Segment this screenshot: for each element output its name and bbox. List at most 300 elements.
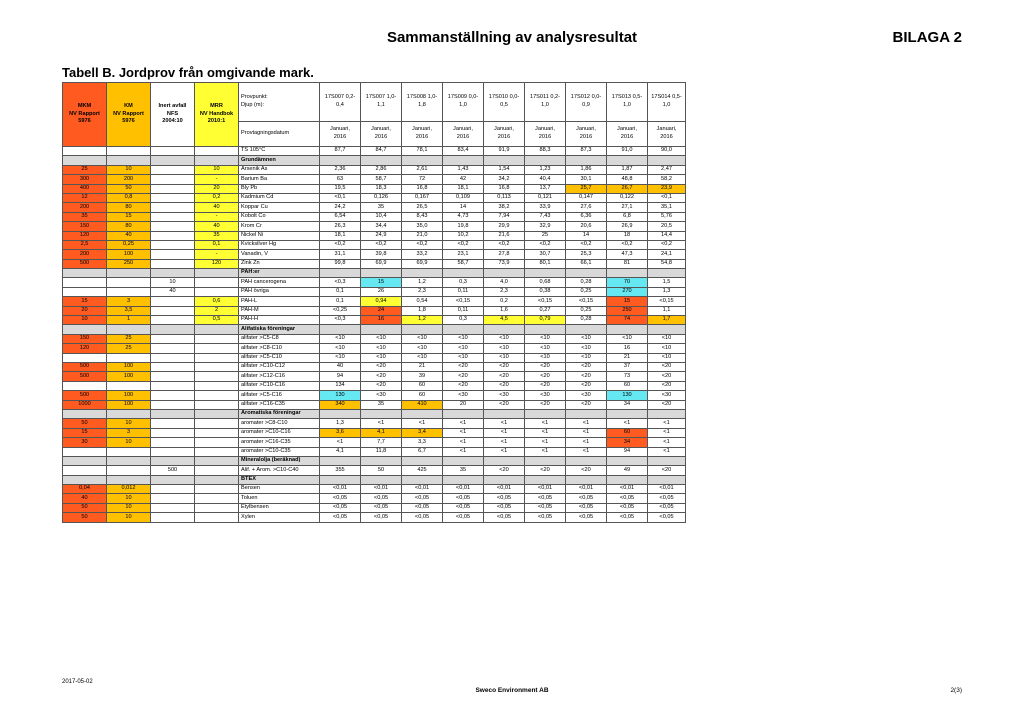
result-value: <1 [320, 438, 361, 447]
group-band-cell [361, 156, 402, 165]
result-value: <1 [484, 428, 525, 437]
result-value: <20 [484, 466, 525, 475]
result-value: <20 [566, 381, 607, 390]
result-value: <10 [525, 344, 566, 353]
result-value: 0,54 [402, 297, 443, 306]
parameter-name: Alif. + Arom. >C10-C40 [239, 466, 320, 475]
result-value: <20 [525, 400, 566, 409]
result-value: 2,47 [648, 165, 686, 174]
limit-value: 10 [107, 494, 151, 503]
result-value: <0,05 [525, 494, 566, 503]
result-value: 130 [607, 391, 648, 400]
result-value: 33,9 [525, 203, 566, 212]
sample-date: Januari, 2016 [525, 122, 566, 147]
sample-header: 17S012 0,0- 0,9 [566, 83, 607, 122]
result-value: <0,01 [320, 485, 361, 494]
result-value: <10 [566, 344, 607, 353]
limit-value: 40 [195, 222, 239, 231]
result-value: 94 [320, 372, 361, 381]
limit-value: 200 [63, 250, 107, 259]
limit-value [151, 175, 195, 184]
table-row [63, 259, 686, 268]
limit-header-3: MRR NV Handbok 2010:1 [195, 83, 239, 147]
table-row [63, 494, 686, 503]
parameter-name: alifater >C10-C12 [239, 362, 320, 371]
limit-value [151, 222, 195, 231]
group-label: Mineralolja (beräknad) [239, 456, 320, 465]
result-value: <0,05 [648, 494, 686, 503]
result-value: 6,8 [607, 212, 648, 221]
result-value: <20 [484, 381, 525, 390]
limit-value: 25 [63, 165, 107, 174]
result-value: <20 [443, 372, 484, 381]
table-row [63, 438, 686, 447]
limit-value: 1 [107, 316, 151, 325]
group-band-cell [525, 156, 566, 165]
limit-value [195, 428, 239, 437]
limit-value [195, 381, 239, 390]
result-value: <0,1 [648, 193, 686, 202]
limit-header-0: MKM NV Rapport 5976 [63, 83, 107, 147]
result-value: <0,15 [525, 297, 566, 306]
limit-value [151, 259, 195, 268]
group-label: BTEX [239, 475, 320, 484]
result-value: 23,1 [443, 250, 484, 259]
result-value: 34 [607, 438, 648, 447]
group-band-cell [525, 269, 566, 278]
limit-value: 100 [107, 362, 151, 371]
result-value: 99,8 [320, 259, 361, 268]
result-value: <0,05 [443, 513, 484, 522]
result-value: <0,2 [443, 240, 484, 249]
sample-header: 17S010 0,0- 0,5 [484, 83, 525, 122]
result-value: 355 [320, 466, 361, 475]
result-value: <20 [525, 362, 566, 371]
limit-value [107, 278, 151, 287]
result-value: <0,05 [566, 503, 607, 512]
limit-value [195, 438, 239, 447]
result-value: 18,1 [443, 184, 484, 193]
result-value: <0,15 [648, 297, 686, 306]
result-value: <10 [566, 353, 607, 362]
limit-value [151, 362, 195, 371]
group-band-cell [566, 475, 607, 484]
limit-value: 150 [63, 334, 107, 343]
result-value: 0,38 [525, 287, 566, 296]
parameter-name: alifater >C12-C16 [239, 372, 320, 381]
limit-value [151, 240, 195, 249]
limit-value [151, 344, 195, 353]
result-value: 20,6 [566, 222, 607, 231]
result-value: 0,2 [484, 297, 525, 306]
limit-value: 80 [107, 203, 151, 212]
parameter-name: TS 105°C [239, 147, 320, 156]
result-value: <1 [443, 447, 484, 456]
limit-value [195, 147, 239, 156]
results-table-body [63, 83, 686, 523]
limit-value [151, 400, 195, 409]
group-label: Alifatiska föreningar [239, 325, 320, 334]
result-value: 24,9 [361, 231, 402, 240]
result-value: <10 [402, 353, 443, 362]
parameter-name: PAH-H [239, 316, 320, 325]
parameter-name: Vanadin, V [239, 250, 320, 259]
result-value: <10 [525, 353, 566, 362]
result-value: 18,1 [320, 231, 361, 240]
result-value: 37 [607, 362, 648, 371]
result-value: 15 [361, 278, 402, 287]
result-value: <0,25 [320, 306, 361, 315]
table-row [63, 447, 686, 456]
limit-value: 0,8 [107, 193, 151, 202]
result-value: 74 [607, 316, 648, 325]
result-value: 19,8 [443, 222, 484, 231]
result-value: <10 [607, 334, 648, 343]
result-value: 39 [402, 372, 443, 381]
result-value: 70 [607, 278, 648, 287]
table-row [63, 287, 686, 296]
limit-value: 10 [63, 316, 107, 325]
result-value: <20 [361, 381, 402, 390]
group-band-cell [402, 156, 443, 165]
result-value: <0,05 [484, 503, 525, 512]
result-value: <1 [525, 428, 566, 437]
limit-value: 2,5 [63, 240, 107, 249]
table-row [63, 222, 686, 231]
table-row [63, 466, 686, 475]
result-value: <20 [566, 400, 607, 409]
result-value: <0,05 [566, 513, 607, 522]
result-value: 26,7 [607, 184, 648, 193]
result-value: 340 [320, 400, 361, 409]
result-value: 0,25 [566, 306, 607, 315]
result-value: 60 [402, 381, 443, 390]
parameter-name: Bensen [239, 485, 320, 494]
limit-value: 300 [63, 175, 107, 184]
result-value: <1 [648, 447, 686, 456]
limit-value [151, 212, 195, 221]
result-value: <1 [566, 428, 607, 437]
result-value: 5,76 [648, 212, 686, 221]
limit-value: 100 [107, 391, 151, 400]
result-value: 6,54 [320, 212, 361, 221]
limit-value: 10 [107, 419, 151, 428]
result-value: 72 [402, 175, 443, 184]
limit-value [107, 287, 151, 296]
limit-value: 120 [195, 259, 239, 268]
limit-value: 12 [63, 193, 107, 202]
result-value: <20 [484, 362, 525, 371]
limit-value: 30 [63, 438, 107, 447]
limit-value [195, 503, 239, 512]
sample-date: Januari, 2016 [648, 122, 686, 147]
result-value: 30,1 [566, 175, 607, 184]
result-value: 2,86 [361, 165, 402, 174]
limit-cell-empty [63, 269, 107, 278]
result-value: <1 [443, 419, 484, 428]
result-value: <0,2 [361, 240, 402, 249]
result-value: <0,15 [443, 297, 484, 306]
limit-cell-empty [195, 269, 239, 278]
limit-value: 10 [107, 503, 151, 512]
result-value: <20 [484, 372, 525, 381]
limit-value: 40 [151, 287, 195, 296]
results-table [62, 82, 686, 523]
result-value: 1,87 [607, 165, 648, 174]
result-value: 0,122 [607, 193, 648, 202]
limit-cell-empty [195, 325, 239, 334]
result-value: <10 [320, 334, 361, 343]
parameter-name: PAH-M [239, 306, 320, 315]
result-value: 60 [607, 428, 648, 437]
result-value: 26,3 [320, 222, 361, 231]
limit-value: 400 [63, 184, 107, 193]
group-band-cell [607, 409, 648, 418]
limit-value [195, 494, 239, 503]
group-row [63, 325, 686, 334]
limit-value [195, 334, 239, 343]
parameter-name: alifater >C8-C10 [239, 344, 320, 353]
result-value: <30 [648, 391, 686, 400]
table-row [63, 184, 686, 193]
limit-cell-empty [107, 456, 151, 465]
group-band-cell [525, 475, 566, 484]
sample-date: Januari, 2016 [566, 122, 607, 147]
result-value: 27,6 [566, 203, 607, 212]
footer-company: Sweco Environment AB [475, 687, 549, 694]
parameter-name: Zink Zn [239, 259, 320, 268]
appendix-label: BILAGA 2 [892, 29, 962, 46]
result-value: 1,54 [484, 165, 525, 174]
result-value: 73,9 [484, 259, 525, 268]
group-band-cell [443, 409, 484, 418]
limit-value: 50 [63, 419, 107, 428]
result-value: <1 [648, 438, 686, 447]
limit-cell-empty [107, 269, 151, 278]
parameter-name: alifater >C5-C8 [239, 334, 320, 343]
limit-value: 50 [63, 513, 107, 522]
result-value: <0,05 [607, 513, 648, 522]
result-value: 83,4 [443, 147, 484, 156]
result-value: 0,11 [443, 287, 484, 296]
limit-cell-empty [107, 409, 151, 418]
limit-value [195, 344, 239, 353]
group-band-cell [648, 156, 686, 165]
limit-value [63, 381, 107, 390]
result-value: <20 [361, 372, 402, 381]
table-row [63, 278, 686, 287]
group-label: PAH:er [239, 269, 320, 278]
table-row [63, 203, 686, 212]
table-row [63, 485, 686, 494]
result-value: 91,0 [607, 147, 648, 156]
limit-value: 15 [63, 297, 107, 306]
limit-value: - [195, 175, 239, 184]
result-value: <0,05 [361, 494, 402, 503]
limit-cell-empty [151, 456, 195, 465]
limit-value [151, 428, 195, 437]
result-value: 1,7 [648, 316, 686, 325]
group-band-cell [648, 269, 686, 278]
limit-value: 1000 [63, 400, 107, 409]
result-value: 0,68 [525, 278, 566, 287]
result-value: 26 [361, 287, 402, 296]
header-row-provpunkt [63, 83, 686, 122]
table-row [63, 372, 686, 381]
result-value: 50 [361, 466, 402, 475]
result-value: <0,05 [648, 513, 686, 522]
limit-value: 3 [107, 428, 151, 437]
footer-page-number: 2(3) [950, 687, 962, 694]
result-value: 35 [443, 466, 484, 475]
limit-value [151, 165, 195, 174]
result-value: 10,2 [443, 231, 484, 240]
result-value: <10 [484, 353, 525, 362]
limit-value: 250 [107, 259, 151, 268]
result-value: 1,2 [402, 278, 443, 287]
limit-value: 120 [63, 231, 107, 240]
result-value: 16,8 [402, 184, 443, 193]
result-value: 1,8 [402, 306, 443, 315]
group-band-cell [607, 475, 648, 484]
result-value: 3,4 [402, 428, 443, 437]
limit-value [151, 184, 195, 193]
limit-value [151, 250, 195, 259]
result-value: 14 [566, 231, 607, 240]
limit-value: 200 [63, 203, 107, 212]
limit-cell-empty [63, 325, 107, 334]
group-band-cell [566, 409, 607, 418]
result-value: <1 [361, 419, 402, 428]
sample-header: 17S008 1,0- 1,8 [402, 83, 443, 122]
result-value: <1 [402, 419, 443, 428]
sample-header: 17S009 0,0- 1,0 [443, 83, 484, 122]
limit-value [63, 466, 107, 475]
result-value: <1 [525, 438, 566, 447]
group-band-cell [525, 325, 566, 334]
limit-value: 500 [63, 372, 107, 381]
result-value: 40 [320, 362, 361, 371]
group-row [63, 156, 686, 165]
result-value: 33,2 [402, 250, 443, 259]
limit-cell-empty [151, 475, 195, 484]
result-value: 1,3 [320, 419, 361, 428]
table-row [63, 250, 686, 259]
limit-value: 80 [107, 222, 151, 231]
parameter-name: alifater >C5-C10 [239, 353, 320, 362]
limit-header-1: KM NV Rapport 5976 [107, 83, 151, 147]
limit-value [151, 203, 195, 212]
result-value: <1 [566, 438, 607, 447]
group-band-cell [484, 269, 525, 278]
group-band-cell [320, 156, 361, 165]
result-value: 21,0 [402, 231, 443, 240]
result-value: 6,36 [566, 212, 607, 221]
limit-value: 3 [107, 297, 151, 306]
group-band-cell [607, 456, 648, 465]
result-value: 14,4 [648, 231, 686, 240]
result-value: <30 [443, 391, 484, 400]
limit-cell-empty [107, 325, 151, 334]
result-value: 1,43 [443, 165, 484, 174]
result-value: 14 [443, 203, 484, 212]
result-value: <1 [566, 419, 607, 428]
group-row [63, 409, 686, 418]
result-value: <10 [566, 334, 607, 343]
result-value: 8,43 [402, 212, 443, 221]
result-value: <1 [484, 447, 525, 456]
result-value: 91,9 [484, 147, 525, 156]
result-value: 48,8 [607, 175, 648, 184]
limit-value: 10 [107, 165, 151, 174]
result-value: <0,05 [320, 494, 361, 503]
result-value: 25,7 [566, 184, 607, 193]
result-value: 1,5 [648, 278, 686, 287]
result-value: 26,5 [402, 203, 443, 212]
result-value: 410 [402, 400, 443, 409]
group-band-cell [402, 325, 443, 334]
result-value: <1 [484, 419, 525, 428]
result-value: 35 [361, 203, 402, 212]
result-value: 58,7 [443, 259, 484, 268]
result-value: <0,01 [402, 485, 443, 494]
result-value: <0,2 [484, 240, 525, 249]
limit-value [151, 297, 195, 306]
group-band-cell [443, 456, 484, 465]
group-band-cell [320, 325, 361, 334]
table-row [63, 147, 686, 156]
result-value: 2,36 [320, 165, 361, 174]
limit-value: 35 [195, 231, 239, 240]
result-value: <10 [361, 344, 402, 353]
result-value: 16,8 [484, 184, 525, 193]
result-value: <0,15 [566, 297, 607, 306]
result-value: <20 [443, 362, 484, 371]
limit-value: 40 [63, 494, 107, 503]
limit-value [107, 147, 151, 156]
limit-value [151, 391, 195, 400]
limit-value [63, 447, 107, 456]
result-value: 20,5 [648, 222, 686, 231]
result-value: <0,05 [402, 494, 443, 503]
limit-value: 0,012 [107, 485, 151, 494]
group-band-cell [566, 456, 607, 465]
result-value: <0,05 [320, 503, 361, 512]
limit-value [151, 419, 195, 428]
result-value: 29,9 [484, 222, 525, 231]
result-value: <10 [443, 344, 484, 353]
result-value: <0,05 [443, 494, 484, 503]
parameter-name: Bly Pb [239, 184, 320, 193]
group-band-cell [320, 456, 361, 465]
group-label: Grundämnen [239, 156, 320, 165]
group-band-cell [402, 456, 443, 465]
result-value: 0,94 [361, 297, 402, 306]
limit-value: 50 [107, 184, 151, 193]
result-value: 73 [607, 372, 648, 381]
limit-cell-empty [63, 156, 107, 165]
parameter-name: Etylbensen [239, 503, 320, 512]
limit-value [151, 494, 195, 503]
result-value: <10 [320, 353, 361, 362]
result-value: <10 [648, 353, 686, 362]
limit-cell-empty [151, 269, 195, 278]
table-row [63, 400, 686, 409]
result-value: 10,4 [361, 212, 402, 221]
limit-value: 500 [151, 466, 195, 475]
result-value: 87,7 [320, 147, 361, 156]
result-value: <0,05 [484, 494, 525, 503]
